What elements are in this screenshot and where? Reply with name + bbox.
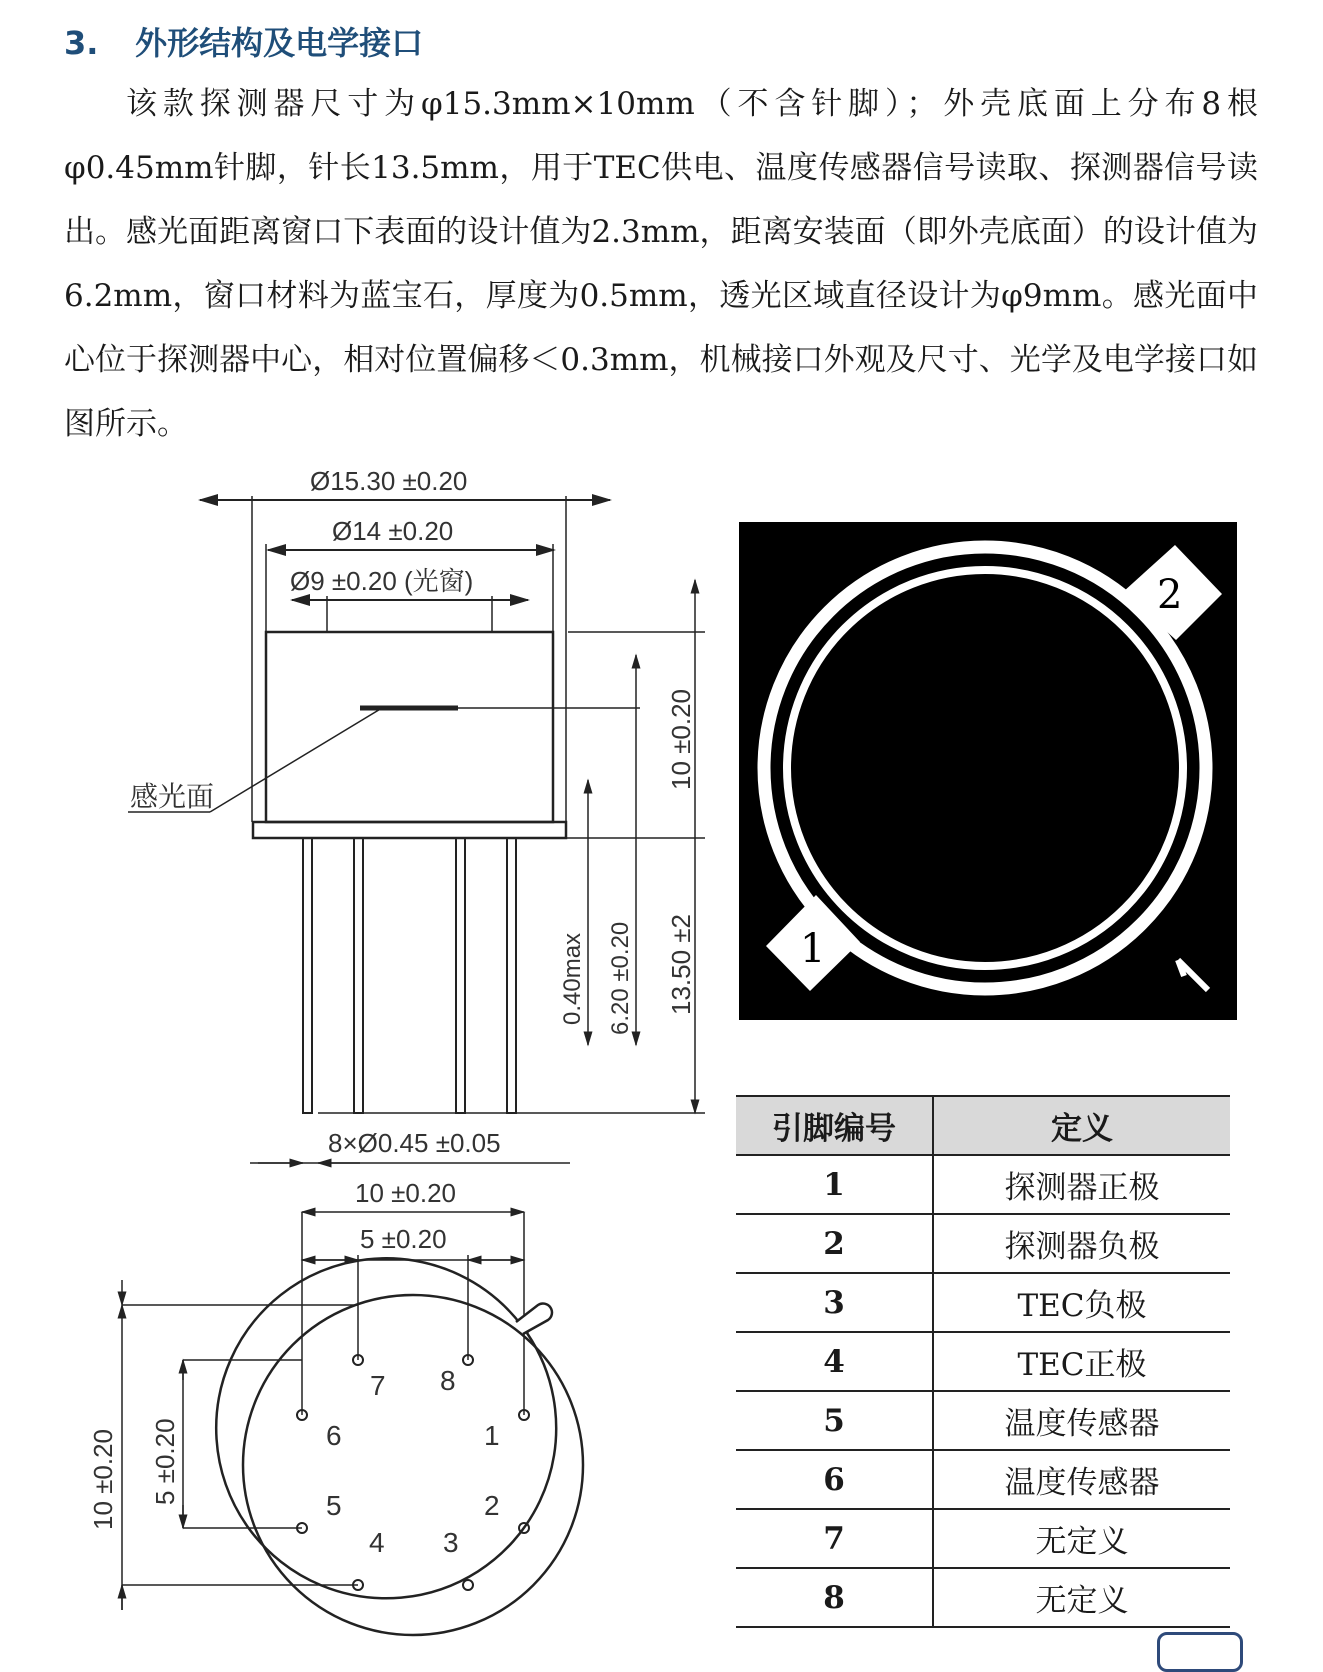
dim-pin-diameter: 8×Ø0.45 ±0.05 <box>328 1128 501 1158</box>
pin-number-cell: 4 <box>736 1332 933 1391</box>
section-title: 外形结构及电学接口 <box>135 24 424 62</box>
pin-definition-cell: TEC负极 <box>933 1273 1230 1332</box>
dim-window-diameter: Ø9 ±0.20 (光窗) <box>290 566 474 596</box>
pin-definition-cell: 探测器负极 <box>933 1214 1230 1273</box>
header-definition: 定义 <box>933 1096 1230 1155</box>
pin-definition-cell: TEC正极 <box>933 1332 1230 1391</box>
pin-definition-cell: 无定义 <box>933 1509 1230 1568</box>
table-header-row <box>736 1096 1230 1155</box>
dim-pin-length: 13.50 ±2 <box>666 913 696 1015</box>
dim-body-diameter: Ø14 ±0.20 <box>332 516 454 546</box>
table-row <box>736 1509 1230 1568</box>
photo-marker-1: 1 <box>800 926 826 972</box>
dim-side-5: 5 ±0.20 <box>150 1418 180 1505</box>
pin-definition-cell: 温度传感器 <box>933 1391 1230 1450</box>
footer-decoration <box>1157 1632 1243 1672</box>
table-row <box>736 1273 1230 1332</box>
pin-definition-cell: 探测器正极 <box>933 1155 1230 1214</box>
pin-label-3: 3 <box>443 1527 459 1558</box>
dim-bottom-5: 5 ±0.20 <box>360 1224 447 1254</box>
pin-label-8: 8 <box>440 1365 456 1396</box>
pin-number-cell: 2 <box>736 1214 933 1273</box>
pin-label-5: 5 <box>326 1490 342 1521</box>
pin-label-2: 2 <box>484 1490 500 1521</box>
pin-number-cell: 6 <box>736 1450 933 1509</box>
table-row <box>736 1155 1230 1214</box>
pin-definition-table <box>736 1095 1230 1628</box>
header-pin-number: 引脚编号 <box>736 1096 933 1155</box>
pin-number-cell: 8 <box>736 1568 933 1627</box>
pin-label-7: 7 <box>370 1370 386 1401</box>
pin-number-cell: 1 <box>736 1155 933 1214</box>
pin-number-cell: 3 <box>736 1273 933 1332</box>
sensor-plane-label: 感光面 <box>130 780 215 813</box>
pin-definition-cell: 无定义 <box>933 1568 1230 1627</box>
table-row <box>736 1391 1230 1450</box>
pin-number-cell: 7 <box>736 1509 933 1568</box>
pin-number-cell: 5 <box>736 1391 933 1450</box>
table-row <box>736 1568 1230 1627</box>
bottom-view-outline <box>216 1258 556 1598</box>
pin-label-1: 1 <box>484 1420 500 1451</box>
detector-photo <box>739 522 1237 1020</box>
pin-label-6: 6 <box>326 1420 342 1451</box>
dim-side-10: 10 ±0.20 <box>88 1428 118 1530</box>
dim-height: 10 ±0.20 <box>666 688 696 790</box>
photo-marker-2: 2 <box>1157 572 1183 618</box>
pin-label-4: 4 <box>369 1527 385 1558</box>
table-row <box>736 1332 1230 1391</box>
section-number: 3. <box>64 24 99 62</box>
dim-bottom-10: 10 ±0.20 <box>355 1178 457 1208</box>
table-row <box>736 1214 1230 1273</box>
table-row <box>736 1450 1230 1509</box>
dim-outer-diameter: Ø15.30 ±0.20 <box>310 466 468 496</box>
detector-flange <box>253 822 566 838</box>
dim-sensor-to-mount: 6.20 ±0.20 <box>607 921 634 1035</box>
description-paragraph: 该款探测器尺寸为φ15.3mm×10mm（不含针脚）；外壳底面上分布8根φ0.45mm针脚，针长13.5mm，用于TEC供电、温度传感器信号读取、探测器信号读出。感光面距离窗口下表面的设计值为2.3mm，距离安装面（即外壳底面）的设计值为6.2mm，窗口材料为蓝宝石，厚度为0.5mm，透光区域直径设计为φ9mm。感光面中心位于探测器中心，相对位置偏移＜0.3mm，机械接口外观及尺寸、光学及电学接口如图所示。 <box>64 86 1258 442</box>
pin-definition-cell: 温度传感器 <box>933 1450 1230 1509</box>
detector-body <box>266 632 553 822</box>
dim-flange-thickness: 0.40max <box>559 932 586 1025</box>
